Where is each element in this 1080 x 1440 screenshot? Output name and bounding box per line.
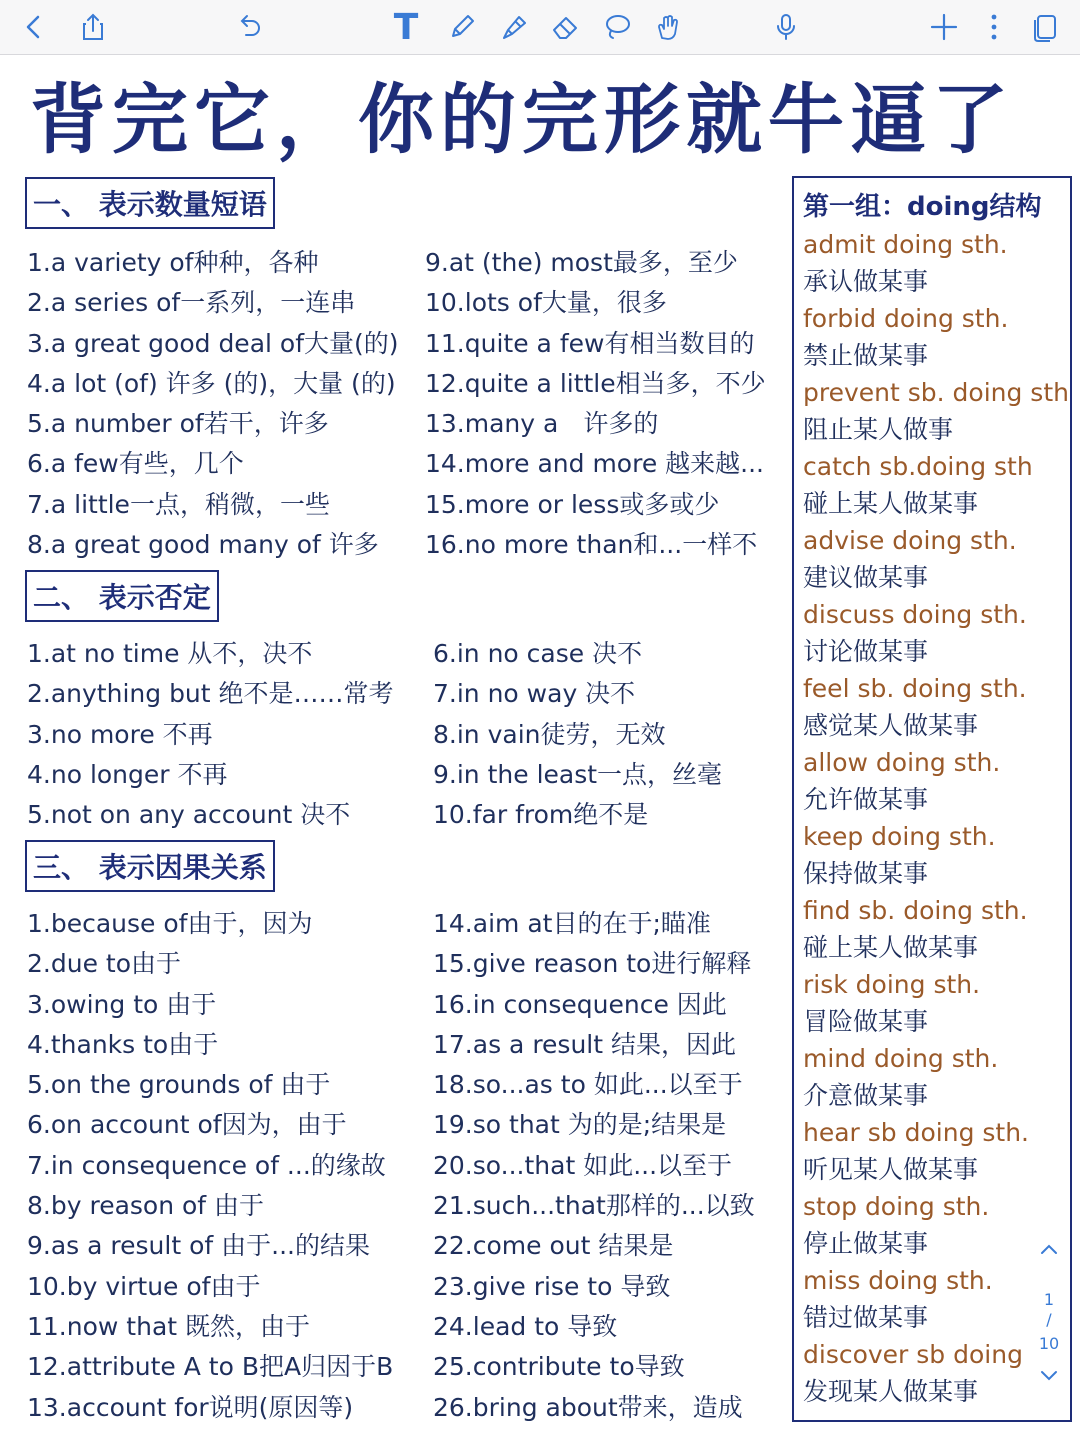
- more-icon[interactable]: [974, 8, 1014, 46]
- undo-icon[interactable]: [229, 8, 269, 46]
- phrase-item: 14.more and more 越来越...: [425, 449, 764, 479]
- phrase-item: 15.give reason to进行解释: [433, 949, 752, 979]
- section-heading-quantity: 一、 表示数量短语: [25, 177, 275, 229]
- panel-phrase-chinese: 碰上某人做某事: [803, 933, 979, 962]
- chevron-up-icon[interactable]: [1037, 1240, 1061, 1260]
- phrase-item: 23.give rise to 导致: [433, 1271, 671, 1301]
- panel-phrase-english: hear sb doing sth.: [803, 1118, 1030, 1147]
- highlighter-tool-icon[interactable]: [494, 8, 534, 46]
- phrase-item: 9.at (the) most最多，至少: [425, 248, 738, 277]
- lasso-tool-icon[interactable]: [597, 8, 637, 46]
- phrase-item: 1.at no time 从不，决不: [27, 639, 313, 668]
- panel-phrase-chinese: 阻止某人做事: [803, 415, 954, 444]
- panel-phrase-english: find sb. doing sth.: [803, 896, 1028, 925]
- phrase-item: 18.so...as to 如此...以至于: [433, 1070, 743, 1100]
- phrase-item: 7.in consequence of ...的缘故: [27, 1150, 386, 1180]
- phrase-item: 4.no longer 不再: [27, 759, 228, 789]
- panel-heading: 第一组：doing结构: [803, 192, 1042, 222]
- total-page-count: 10: [1038, 1334, 1060, 1353]
- phrase-item: 3.a great good deal of大量(的): [27, 328, 399, 358]
- hand-gesture-icon[interactable]: [648, 8, 688, 46]
- phrase-item: 3.owing to 由于: [27, 989, 217, 1019]
- panel-phrase-english: advise doing sth.: [803, 526, 1017, 555]
- phrase-item: 1.a variety of种种，各种: [27, 248, 319, 277]
- panel-phrase-english: keep doing sth.: [803, 822, 996, 851]
- section2-left-list: [27, 634, 394, 835]
- phrase-item: 16.no more than和...一样不: [425, 530, 758, 560]
- page-separator: /: [1046, 1310, 1052, 1329]
- add-icon[interactable]: [924, 8, 964, 46]
- phrase-item: 13.many a 许多的: [425, 409, 659, 439]
- phrase-item: 7.in no way 决不: [433, 679, 636, 709]
- phrase-item: 20.so...that 如此...以至于: [433, 1150, 733, 1180]
- panel-phrase-english: admit doing sth.: [803, 230, 1008, 259]
- text-tool-icon[interactable]: T: [393, 6, 419, 48]
- phrase-item: 2.a series of一系列，一连串: [27, 288, 356, 318]
- phrase-item: 2.due to由于: [27, 949, 181, 979]
- phrase-item: 11.quite a few有相当数目的: [425, 328, 755, 358]
- phrase-item: 22.come out 结果是: [433, 1231, 674, 1261]
- phrase-item: 5.not on any account 决不: [27, 800, 351, 830]
- panel-phrase-english: mind doing sth.: [803, 1044, 999, 1073]
- panel-phrase-chinese: 允许做某事: [803, 785, 929, 814]
- panel-phrase-chinese: 保持做某事: [803, 859, 929, 888]
- section1-right-list: [425, 243, 766, 565]
- phrase-item: 5.a number of若干，许多: [27, 409, 329, 439]
- panel-phrase-chinese: 介意做某事: [803, 1081, 929, 1110]
- phrase-item: 11.now that 既然，由于: [27, 1311, 311, 1341]
- phrase-item: 10.far from绝不是: [433, 800, 649, 830]
- section1-left-list: [27, 243, 399, 565]
- back-chevron-icon[interactable]: [14, 8, 54, 46]
- page-title: 背完它，你的完形就牛逼了: [30, 75, 1014, 164]
- panel-phrase-english: risk doing sth.: [803, 970, 981, 999]
- phrase-item: 1.because of由于，因为: [27, 909, 313, 938]
- phrase-item: 2.anything but 绝不是……常考: [27, 679, 394, 709]
- eraser-tool-icon[interactable]: [545, 8, 585, 46]
- section-heading-cause-effect: 三、 表示因果关系: [25, 840, 275, 892]
- phrase-item: 24.lead to 导致: [433, 1311, 618, 1341]
- panel-phrase-chinese: 发现某人做某事: [803, 1377, 979, 1406]
- phrase-item: 25.contribute to导致: [433, 1352, 685, 1382]
- phrase-item: 8.a great good many of 许多: [27, 530, 379, 560]
- section-heading-negation: 二、 表示否定: [25, 570, 219, 622]
- phrase-item: 12.attribute A to B把A归因于B: [27, 1352, 394, 1382]
- phrase-item: 15.more or less或多或少: [425, 489, 720, 519]
- panel-phrase-english: forbid doing sth.: [803, 304, 1009, 333]
- panel-phrase-english: catch sb.doing sth: [803, 452, 1033, 481]
- phrase-item: 5.on the grounds of 由于: [27, 1070, 331, 1100]
- phrase-item: 8.by reason of 由于: [27, 1191, 265, 1221]
- panel-phrase-english: prevent sb. doing sth: [803, 378, 1069, 407]
- pen-tool-icon[interactable]: [442, 8, 482, 46]
- panel-phrase-chinese: 讨论做某事: [803, 637, 929, 666]
- phrase-item: 6.in no case 决不: [433, 639, 643, 668]
- phrase-item: 26.bring about带来，造成: [433, 1392, 743, 1422]
- phrase-item: 13.account for说明(原因等): [27, 1392, 354, 1422]
- chevron-down-icon[interactable]: [1037, 1365, 1061, 1385]
- app-toolbar: [0, 0, 1080, 55]
- phrase-item: 9.in the least一点，丝毫: [433, 759, 723, 789]
- current-page-number: 1: [1043, 1290, 1055, 1309]
- panel-phrase-chinese: 建议做某事: [803, 563, 929, 592]
- doing-structure-panel: [792, 176, 1072, 1422]
- panel-phrase-chinese: 听见某人做某事: [803, 1155, 979, 1184]
- section2-right-list: [433, 634, 722, 835]
- panel-phrase-english: discuss doing sth.: [803, 600, 1027, 629]
- microphone-icon[interactable]: [766, 8, 806, 46]
- page-indicator: [1032, 1240, 1066, 1390]
- phrase-item: 6.a few有些，几个: [27, 449, 244, 479]
- section3-left-list: [27, 904, 393, 1428]
- panel-phrase-chinese: 冒险做某事: [803, 1007, 929, 1036]
- panel-phrase-chinese: 承认做某事: [803, 267, 929, 296]
- phrase-item: 12.quite a little相当多，不少: [425, 368, 766, 398]
- panel-phrase-english: miss doing sth.: [803, 1266, 993, 1295]
- panel-phrase-english: feel sb. doing sth.: [803, 674, 1027, 703]
- panel-list: [803, 226, 1071, 1410]
- panel-phrase-chinese: 碰上某人做某事: [803, 489, 979, 518]
- phrase-item: 16.in consequence 因此: [433, 989, 727, 1019]
- phrase-item: 7.a little一点，稍微，一些: [27, 489, 330, 519]
- phrase-item: 4.a lot (of) 许多 (的)，大量 (的): [27, 368, 396, 398]
- phrase-item: 9.as a result of 由于...的结果: [27, 1231, 370, 1261]
- phrase-item: 14.aim at目的在于;瞄准: [433, 909, 711, 938]
- phrase-item: 6.on account of因为，由于: [27, 1110, 347, 1140]
- phrase-item: 10.by virtue of由于: [27, 1271, 261, 1301]
- phrase-item: 19.so that 为的是;结果是: [433, 1110, 727, 1140]
- panel-phrase-english: stop doing sth.: [803, 1192, 990, 1221]
- panel-phrase-chinese: 感觉某人做某事: [803, 711, 979, 740]
- panel-phrase-chinese: 错过做某事: [803, 1303, 929, 1332]
- phrase-item: 3.no more 不再: [27, 719, 213, 749]
- panel-phrase-english: allow doing sth.: [803, 748, 1001, 777]
- panel-phrase-english: discover sb doing: [803, 1340, 1023, 1369]
- phrase-item: 8.in vain徒劳，无效: [433, 719, 666, 749]
- pages-icon[interactable]: [1025, 8, 1065, 46]
- section3-right-list: [433, 904, 755, 1428]
- phrase-item: 21.such...that那样的...以致: [433, 1191, 755, 1221]
- panel-phrase-chinese: 停止做某事: [803, 1229, 929, 1258]
- phrase-item: 10.lots of大量，很多: [425, 288, 667, 318]
- panel-phrase-chinese: 禁止做某事: [803, 341, 929, 370]
- phrase-item: 17.as a result 结果，因此: [433, 1029, 736, 1059]
- document-page: [0, 55, 1080, 1440]
- share-icon[interactable]: [73, 8, 113, 46]
- phrase-item: 4.thanks to由于: [27, 1029, 219, 1059]
